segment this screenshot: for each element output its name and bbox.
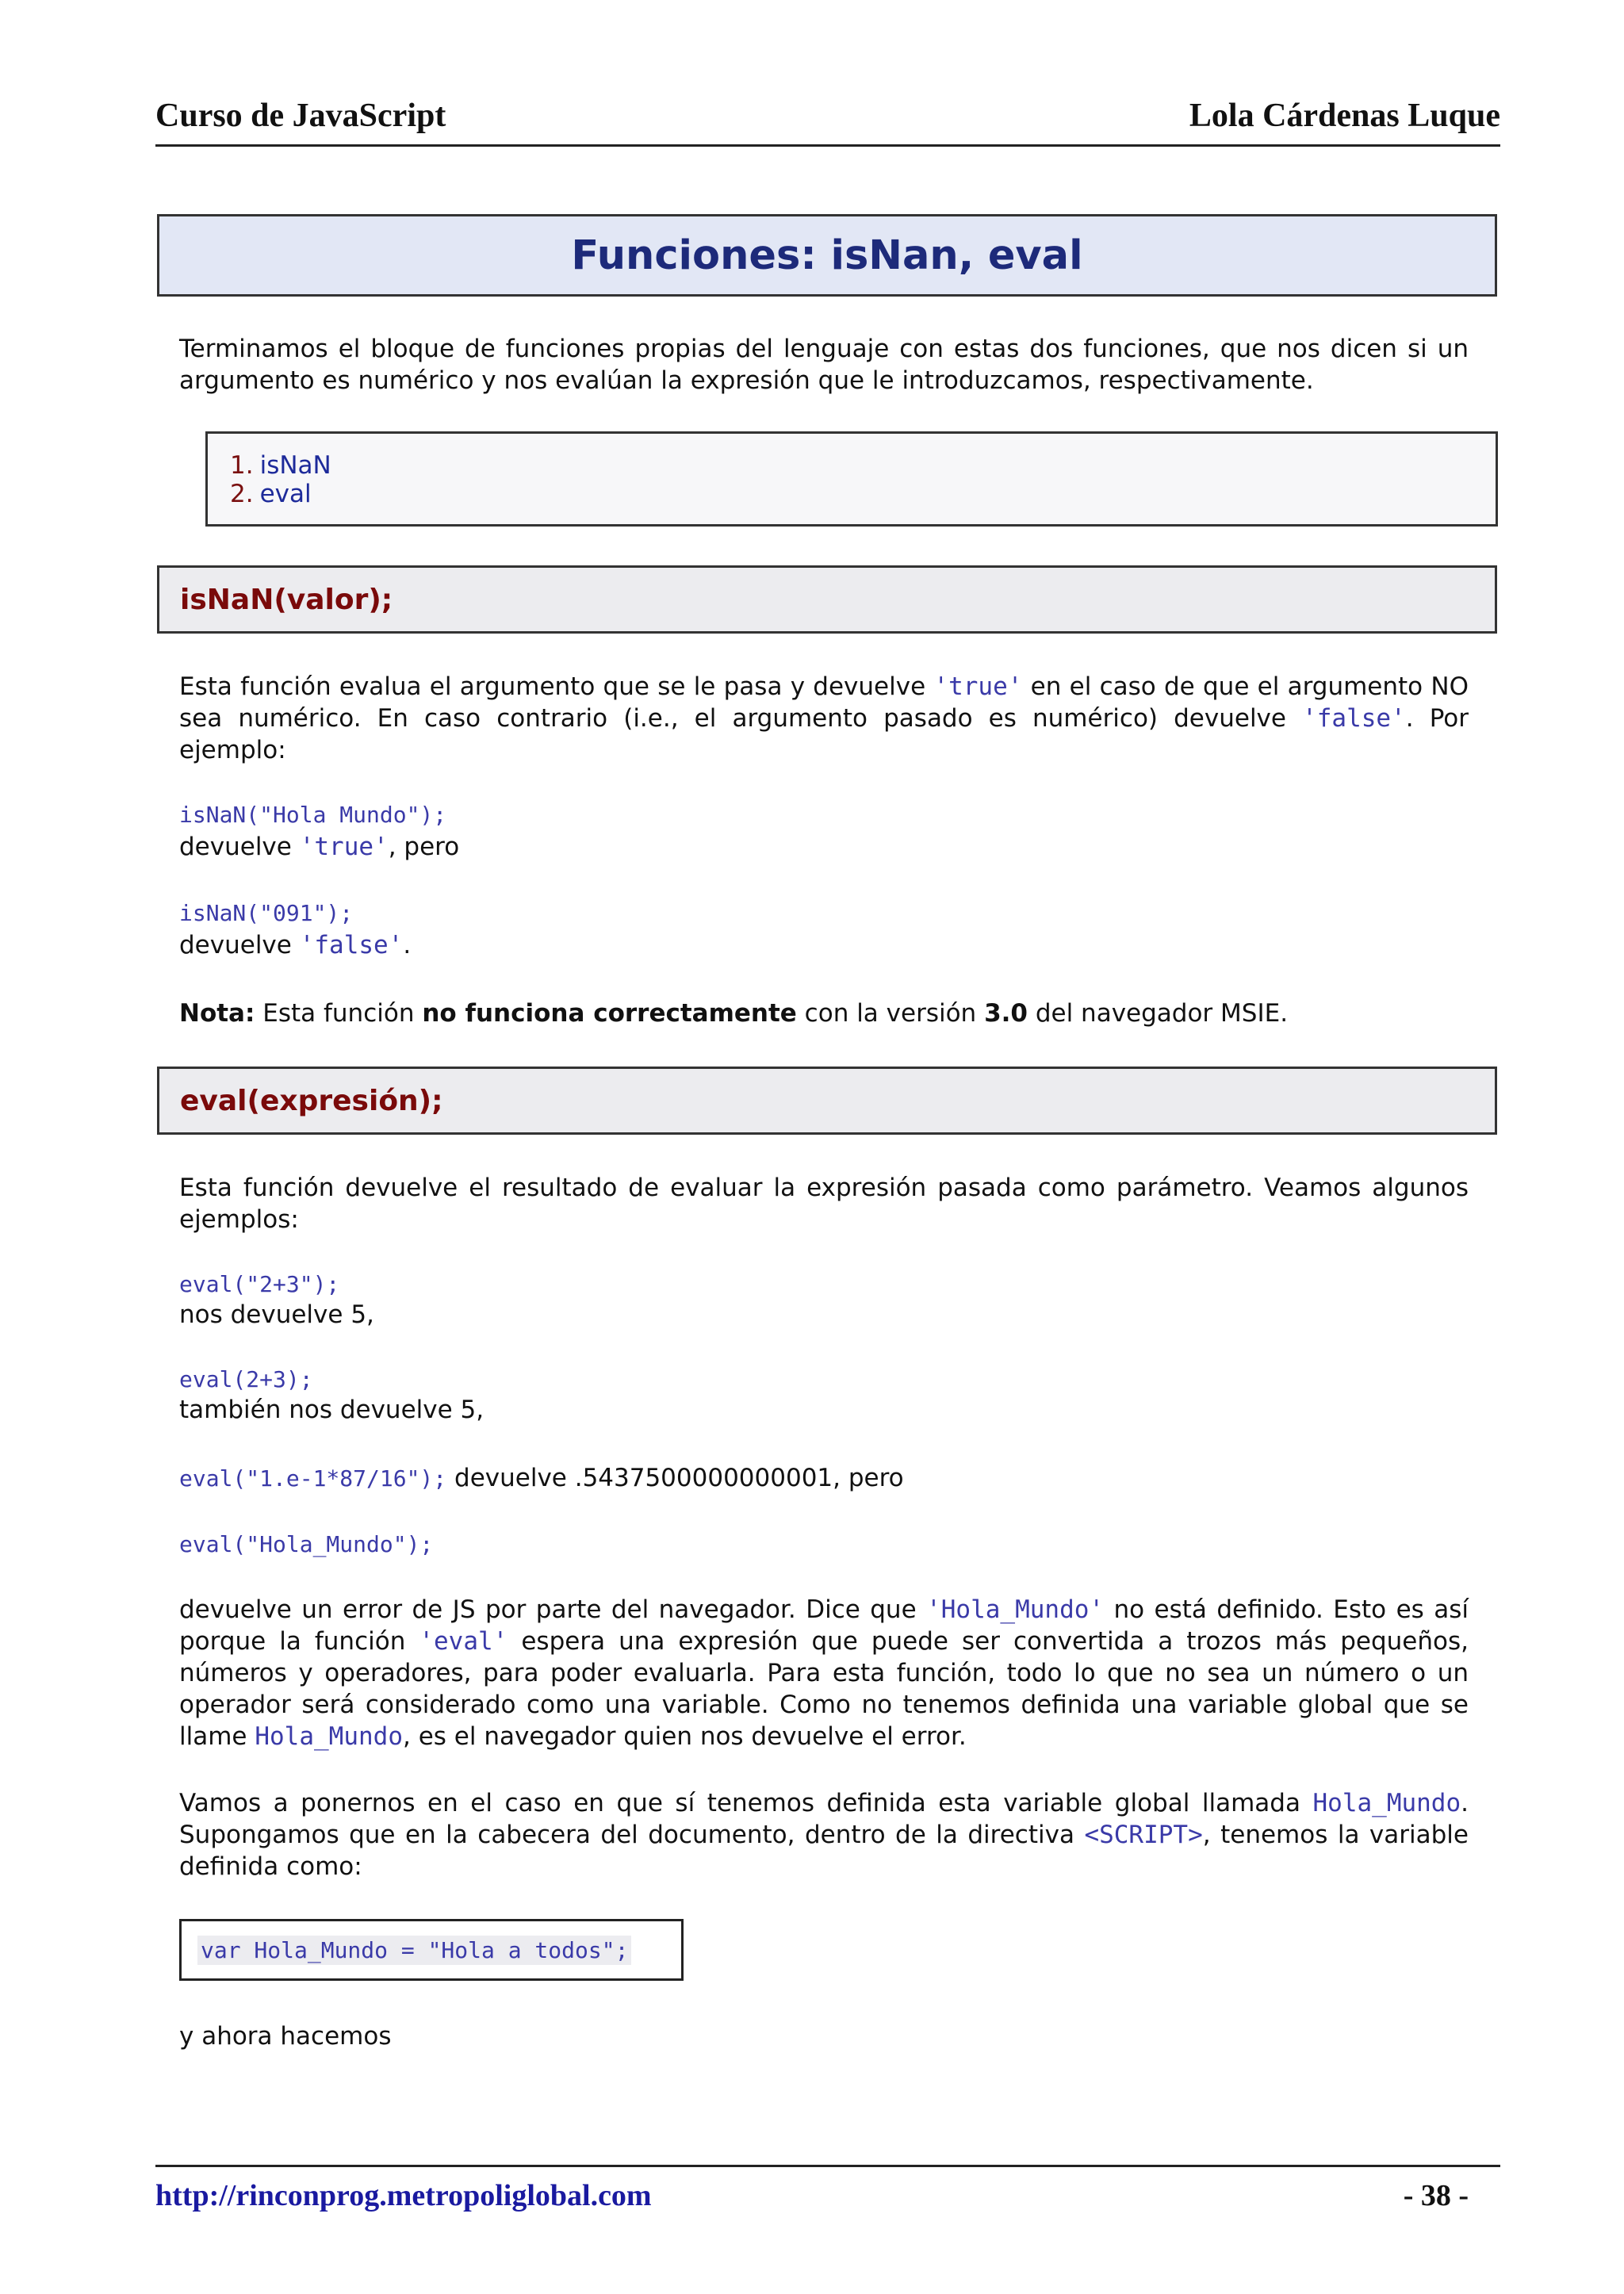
section-heading-isnan: isNaN(valor); (180, 583, 393, 616)
text: Vamos a ponernos en el caso en que sí tenemos definida esta variable global llamada (179, 1789, 1313, 1817)
toc-item[interactable] (230, 480, 1496, 508)
code-example-eval-2: eval(2+3); (179, 1366, 313, 1392)
eval-closing-text: y ahora hacemos (179, 2022, 392, 2051)
code-block-content: var Hola_Mundo = "Hola a todos"; (197, 1936, 631, 1965)
chapter-title-box (157, 214, 1497, 297)
isnan-description (179, 671, 1469, 766)
code-example-isnan-2: isNaN("091"); (179, 900, 354, 926)
eval-global-variable-paragraph (179, 1787, 1469, 1882)
text: , es el navegador quien nos devuelve el error. (403, 1722, 967, 1751)
intro-paragraph: Terminamos el bloque de funciones propias del lenguaje con estas dos funciones, que nos dicen si un argumento es numérico y nos evalúan la expresión que le introduzcamos, respectivamente. (179, 335, 1469, 395)
eval-description: Esta función devuelve el resultado de evaluar la expresión pasada como parámetro. Veamos algunos ejemplos: (179, 1174, 1469, 1234)
note-label: Nota: (179, 999, 255, 1028)
text: . Por ejemplo: (179, 704, 1469, 764)
page-footer (155, 2165, 1500, 2215)
text: devuelve un error de JS por parte del navegador. Dice que (179, 1595, 927, 1624)
course-title: Curso de JavaScript (155, 98, 446, 134)
text: Esta función evalua el argumento que se le pasa y devuelve (179, 672, 934, 701)
author-name: Lola Cárdenas Luque (1189, 98, 1500, 134)
toc-number: 2. (230, 480, 254, 508)
toc-link-isnan[interactable]: isNaN (259, 451, 331, 480)
section-heading-eval-box (157, 1067, 1497, 1135)
bold-text: 3.0 (984, 999, 1028, 1028)
text: , tenemos la variable definida como: (179, 1821, 1469, 1881)
text: Esta función (255, 999, 423, 1028)
inline-code: Hola_Mundo (255, 1722, 403, 1751)
code-example-eval-1: eval("2+3"); (179, 1271, 340, 1297)
section-heading-eval: eval(expresión); (180, 1084, 443, 1117)
eval-example-3 (179, 1462, 904, 1495)
code-example-isnan-1: isNaN("Hola Mundo"); (179, 802, 447, 828)
eval-result-2: también nos devuelve 5, (179, 1396, 485, 1424)
page-number: - 38 - (1403, 2179, 1469, 2212)
toc-number: 1. (230, 451, 254, 480)
inline-code: 'false' (299, 931, 404, 959)
text: devuelve .5437500000000001, pero (446, 1464, 904, 1492)
chapter-title: Funciones: isNan, eval (571, 232, 1083, 279)
text: del navegador MSIE. (1027, 999, 1289, 1028)
text: , pero (388, 833, 460, 861)
text: . (403, 931, 412, 959)
inline-code: 'false' (1302, 704, 1406, 733)
inline-code: 'Hola_Mundo' (926, 1595, 1105, 1624)
eval-result-1: nos devuelve 5, (179, 1300, 374, 1329)
isnan-note (179, 998, 1288, 1029)
text: devuelve (179, 931, 300, 959)
inline-code: 'true' (933, 672, 1023, 701)
eval-error-explanation (179, 1594, 1469, 1752)
page-header (155, 94, 1500, 147)
inline-code: 'true' (299, 833, 389, 861)
inline-code: eval("1.e-1*87/16"); (179, 1465, 447, 1492)
isnan-result-1 (179, 831, 459, 863)
inline-code: 'eval' (419, 1627, 508, 1656)
footer-url-link[interactable]: http://rinconprog.metropoliglobal.com (155, 2179, 652, 2212)
inline-code: Hola_Mundo (1312, 1789, 1461, 1817)
section-heading-isnan-box (157, 565, 1497, 634)
text: . Supongamos que en la cabecera del documento, dentro de la directiva (179, 1789, 1469, 1849)
text: con la versión (796, 999, 985, 1028)
code-block (179, 1919, 684, 1981)
code-example-eval-4: eval("Hola_Mundo"); (179, 1531, 434, 1557)
text: espera una expresión que puede ser convertida a trozos más pequeños, números y operadores, para poder evaluarla. Para esta función, todo lo que no sea un número o un operador será considerado como una variable. Como no tenemos definida una variable global que se llame (179, 1627, 1469, 1751)
isnan-result-2 (179, 929, 411, 961)
text: devuelve (179, 833, 300, 861)
table-of-contents (205, 431, 1498, 527)
toc-link-eval[interactable]: eval (259, 480, 312, 508)
text: no está definido. Esto es así porque la función (179, 1595, 1469, 1656)
bold-text: no funciona correctamente (422, 999, 797, 1028)
toc-item[interactable] (230, 451, 1496, 480)
inline-code: <SCRIPT> (1084, 1821, 1203, 1849)
text: en el caso de que el argumento NO sea numérico. En caso contrario (i.e., el argumento pasado es numérico) devuelve (179, 672, 1469, 733)
